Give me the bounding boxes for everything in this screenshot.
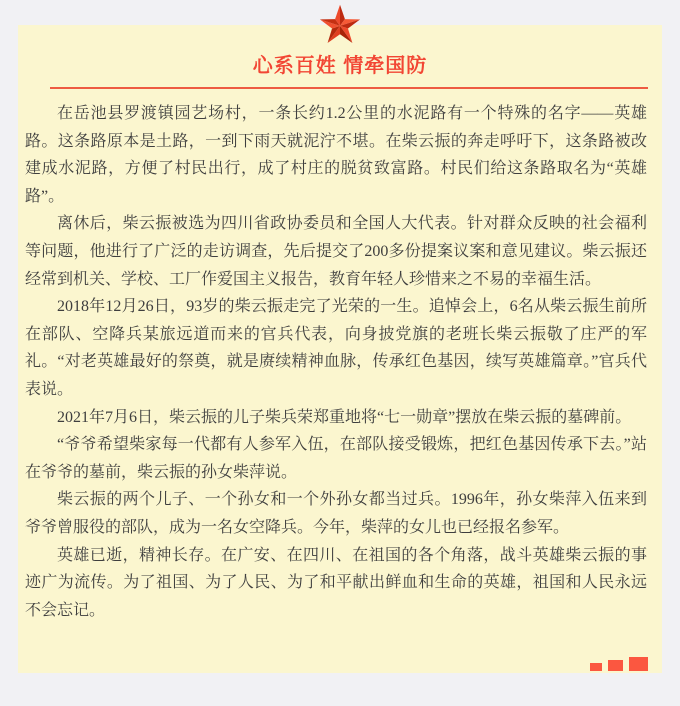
- footer-decoration: [590, 657, 648, 671]
- red-square-icon: [629, 657, 648, 671]
- paragraph-memorial: 2018年12月26日，93岁的柴云振走完了光荣的一生。追悼会上，6名从柴云振生前所在部队、空降兵某旅远道而来的官兵代表，向身披党旗的老班长柴云振敬了庄严的军礼。“对老英雄最好的祭奠，就是赓续精神血脉，传承红色基因，续写英雄篇章。”官兵代表说。: [25, 298, 647, 398]
- paragraph-family-service: 柴云振的两个儿子、一个孙女和一个外孙女都当过兵。1996年，孙女柴萍入伍来到爷爷曾服役的部队，成为一名女空降兵。今年，柴萍的女儿也已经报名参军。: [25, 491, 647, 536]
- paragraph-legacy: 英雄已逝，精神长存。在广安、在四川、在祖国的各个角落，战斗英雄柴云振的事迹广为流传。为了祖国、为了人民、为了和平献出鲜血和生命的英雄，祖国和人民永远不会忘记。: [25, 546, 647, 619]
- paragraph-granddaughter-quote: “爷爷希望柴家每一代都有人参军入伍，在部队接受锻炼，把红色基因传承下去。”站在爷爷的墓前，柴云振的孙女柴萍说。: [25, 436, 647, 481]
- red-star-icon: [318, 3, 362, 47]
- paragraph-hero-road: 在岳池县罗渡镇园艺场村，一条长约1.2公里的水泥路有一个特殊的名字——英雄路。这条路原本是土路，一到下雨天就泥泞不堪。在柴云振的奔走呼吁下，这条路被改建成水泥路，方便了村民出行，成了村庄的脱贫致富路。村民们给这条路取名为“英雄路”。: [25, 105, 647, 205]
- paragraph-medal: 2021年7月6日，柴云振的儿子柴兵荣郑重地将“七一勋章”摆放在柴云振的墓碑前。: [57, 408, 632, 426]
- title-divider: [50, 87, 648, 89]
- article-panel: [18, 25, 662, 673]
- red-square-icon: [608, 660, 623, 671]
- red-square-icon: [590, 663, 602, 671]
- paragraph-delegate: 离休后，柴云振被选为四川省政协委员和全国人大代表。针对群众反映的社会福利等问题，他进行了广泛的走访调查，先后提交了200多份提案议案和意见建议。柴云振还经常到机关、学校、工厂作爱国主义报告，教育年轻人珍惜来之不易的幸福生活。: [25, 215, 647, 288]
- article-body: [25, 100, 647, 624]
- article-title: 心系百姓 情牵国防: [252, 55, 428, 77]
